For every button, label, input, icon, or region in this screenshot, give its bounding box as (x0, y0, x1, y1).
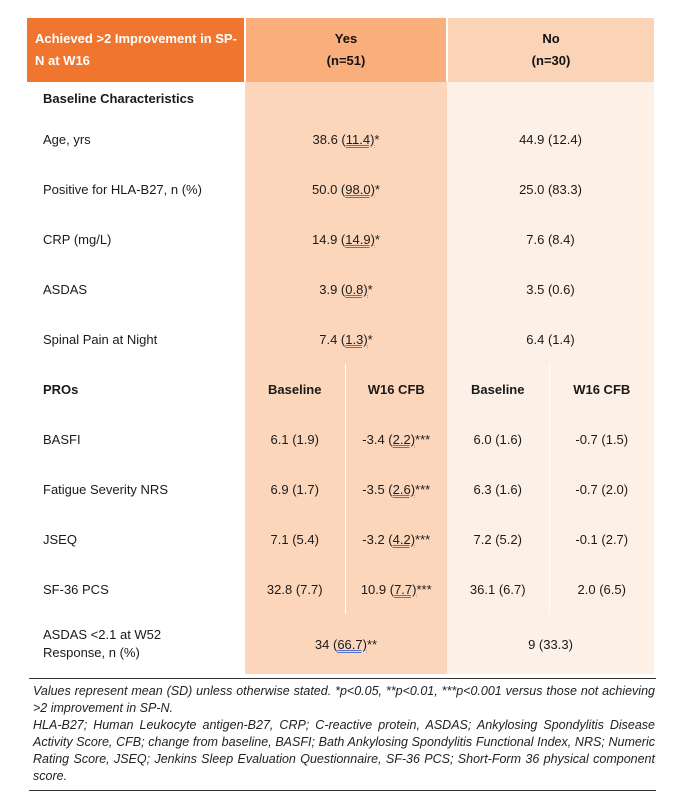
table-row (27, 514, 654, 564)
response-no-value: 9 (33.3) (447, 614, 654, 674)
row-label: Spinal Pain at Night (27, 314, 245, 364)
footnote-top-rule (29, 678, 656, 679)
yes-baseline: 6.9 (1.7) (245, 464, 345, 514)
yes-cfb: -3.2 (4.2)*** (345, 514, 447, 564)
row-label: JSEQ (27, 514, 245, 564)
header-yes-label: Yes (334, 31, 358, 46)
table-row (27, 114, 654, 164)
row-label: Age, yrs (27, 114, 245, 164)
footnote-abbreviations: HLA-B27; Human Leukocyte antigen-B27, CRP; C-reactive protein, ASDAS; Ankylosing Spondylitis Disease Activity Score, CFB; change from baseline, BASFI; Bath Ankylosing Spondylitis Functional Index, NRS; Numeric Rating Score, JSEQ; Jenkins Sleep Evaluation Questionnaire, SF-36 PCS; Short-Form 36 physical component score. (33, 718, 655, 783)
no-cfb: 2.0 (6.5) (549, 564, 654, 614)
yes-value: 50.0 (98.0)* (245, 164, 447, 214)
header-title-cell (27, 18, 245, 82)
no-value: 25.0 (83.3) (447, 164, 654, 214)
table-row (27, 564, 654, 614)
table-row (27, 164, 654, 214)
response-label: ASDAS <2.1 at W52 Response, n (%) (27, 614, 245, 674)
no-cfb: -0.1 (2.7) (549, 514, 654, 564)
header-no (447, 18, 654, 82)
no-baseline: 6.0 (1.6) (447, 414, 549, 464)
baseline-heading: Baseline Characteristics (27, 82, 245, 114)
pros-heading: PROs (27, 364, 245, 414)
footnote (33, 683, 655, 785)
yes-value: 7.4 (1.3)* (245, 314, 447, 364)
no-baseline: 36.1 (6.7) (447, 564, 549, 614)
col-header-no-w16: W16 CFB (549, 364, 654, 414)
row-label: Positive for HLA-B27, n (%) (27, 164, 245, 214)
yes-value: 3.9 (0.8)* (245, 264, 447, 314)
yes-value: 14.9 (14.9)* (245, 214, 447, 264)
no-value: 44.9 (12.4) (447, 114, 654, 164)
header-no-n: (n=30) (531, 53, 571, 68)
table-row (27, 264, 654, 314)
yes-value: 38.6 (11.4)* (245, 114, 447, 164)
no-cfb: -0.7 (2.0) (549, 464, 654, 514)
yes-cfb: -3.4 (2.2)*** (345, 414, 447, 464)
table-row (27, 214, 654, 264)
yes-baseline: 6.1 (1.9) (245, 414, 345, 464)
table-row (27, 314, 654, 364)
table-row (27, 464, 654, 514)
col-header-yes-baseline: Baseline (245, 364, 345, 414)
no-value: 7.6 (8.4) (447, 214, 654, 264)
no-baseline: 7.2 (5.2) (447, 514, 549, 564)
footnote-values: Values represent mean (SD) unless otherwise stated. *p<0.05, **p<0.01, ***p<0.001 versus those not achieving >2 improvement in SP-N. (33, 684, 655, 715)
no-value: 3.5 (0.6) (447, 264, 654, 314)
row-label: ASDAS (27, 264, 245, 314)
yes-cfb: 10.9 (7.7)*** (345, 564, 447, 614)
no-baseline: 6.3 (1.6) (447, 464, 549, 514)
no-cfb: -0.7 (1.5) (549, 414, 654, 464)
header-row (27, 18, 654, 82)
response-yes-value: 34 (66.7)** (245, 614, 447, 674)
no-value: 6.4 (1.4) (447, 314, 654, 364)
header-no-label: No (542, 31, 560, 46)
footnote-bottom-rule (29, 790, 656, 791)
row-label: SF-36 PCS (27, 564, 245, 614)
yes-baseline: 32.8 (7.7) (245, 564, 345, 614)
header-yes-n: (n=51) (326, 53, 366, 68)
yes-baseline: 7.1 (5.4) (245, 514, 345, 564)
header-title: Achieved >2 Improvement in SP-N at W16 (35, 31, 237, 68)
col-header-no-baseline: Baseline (447, 364, 549, 414)
response-row (27, 614, 654, 674)
pros-heading-row (27, 364, 654, 414)
baseline-heading-row (27, 82, 654, 114)
row-label: Fatigue Severity NRS (27, 464, 245, 514)
header-yes (245, 18, 447, 82)
row-label: CRP (mg/L) (27, 214, 245, 264)
table-row (27, 414, 654, 464)
results-table (27, 18, 654, 674)
row-label: BASFI (27, 414, 245, 464)
yes-cfb: -3.5 (2.6)*** (345, 464, 447, 514)
col-header-yes-w16: W16 CFB (345, 364, 447, 414)
